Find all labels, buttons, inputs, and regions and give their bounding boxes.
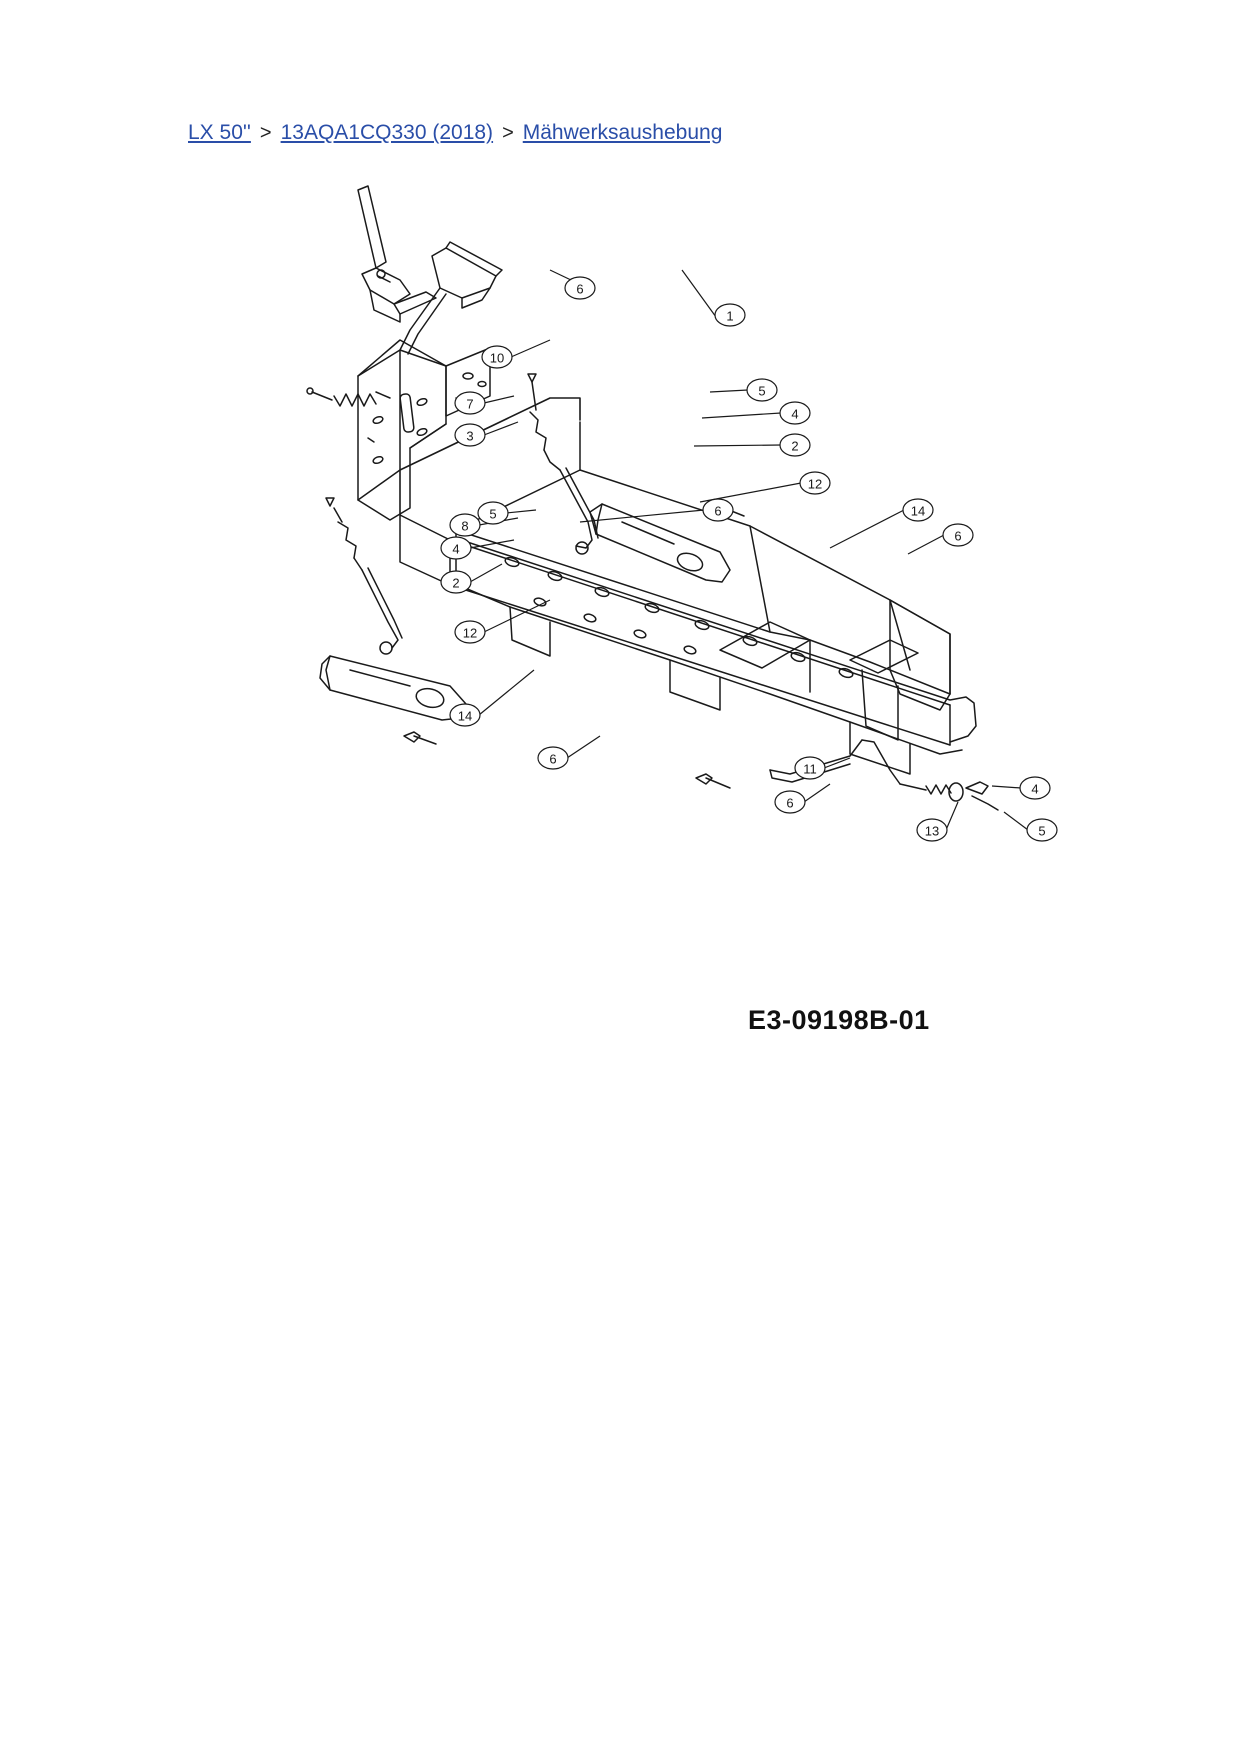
callout-label: 10	[489, 350, 505, 366]
callout-label: 6	[714, 503, 722, 519]
callout-label: 12	[807, 476, 823, 492]
breadcrumb-separator-2: >	[502, 122, 514, 144]
breadcrumb-item-type[interactable]: 13AQA1CQ330 (2018)	[280, 121, 494, 144]
callout-label: 2	[452, 575, 460, 591]
breadcrumb	[188, 120, 722, 146]
callout-label: 5	[1038, 823, 1046, 839]
callout-label: 1	[726, 308, 734, 324]
callout-label: 13	[924, 823, 940, 839]
callout-label: 5	[489, 506, 497, 522]
callout-label: 7	[466, 396, 474, 412]
callout-label: 12	[462, 625, 478, 641]
frame-chassis	[400, 398, 976, 774]
breadcrumb-item-model[interactable]: LX 50''	[188, 121, 251, 144]
parts-diagram-svg	[250, 170, 1046, 1000]
callout-label: 8	[461, 518, 469, 534]
lift-rod-right	[528, 374, 598, 554]
callout-label: 5	[758, 383, 766, 399]
callout-label: 2	[791, 438, 799, 454]
callout-label: 6	[576, 281, 584, 297]
hand-lever	[358, 186, 436, 322]
spring-left	[307, 388, 390, 406]
link-bar-left	[320, 656, 466, 720]
callout-label: 11	[803, 761, 817, 777]
callout-label: 6	[954, 528, 962, 544]
breadcrumb-item-assembly[interactable]: Mähwerksaushebung	[522, 121, 723, 144]
callout-label: 14	[910, 503, 926, 519]
lift-pedal	[400, 242, 502, 354]
drawing-number: E3-09198B-01	[748, 1005, 930, 1035]
breadcrumb-separator-1: >	[259, 122, 272, 144]
callout-label: 14	[457, 708, 473, 724]
callout-label: 4	[791, 406, 799, 422]
callout-label: 3	[466, 428, 474, 444]
lift-rod-left	[326, 498, 402, 654]
callout-label: 6	[786, 795, 794, 811]
callout-label: 6	[549, 751, 557, 767]
callout-label: 4	[452, 541, 460, 557]
parts-diagram	[250, 170, 1046, 1000]
callout-label: 4	[1031, 781, 1039, 797]
